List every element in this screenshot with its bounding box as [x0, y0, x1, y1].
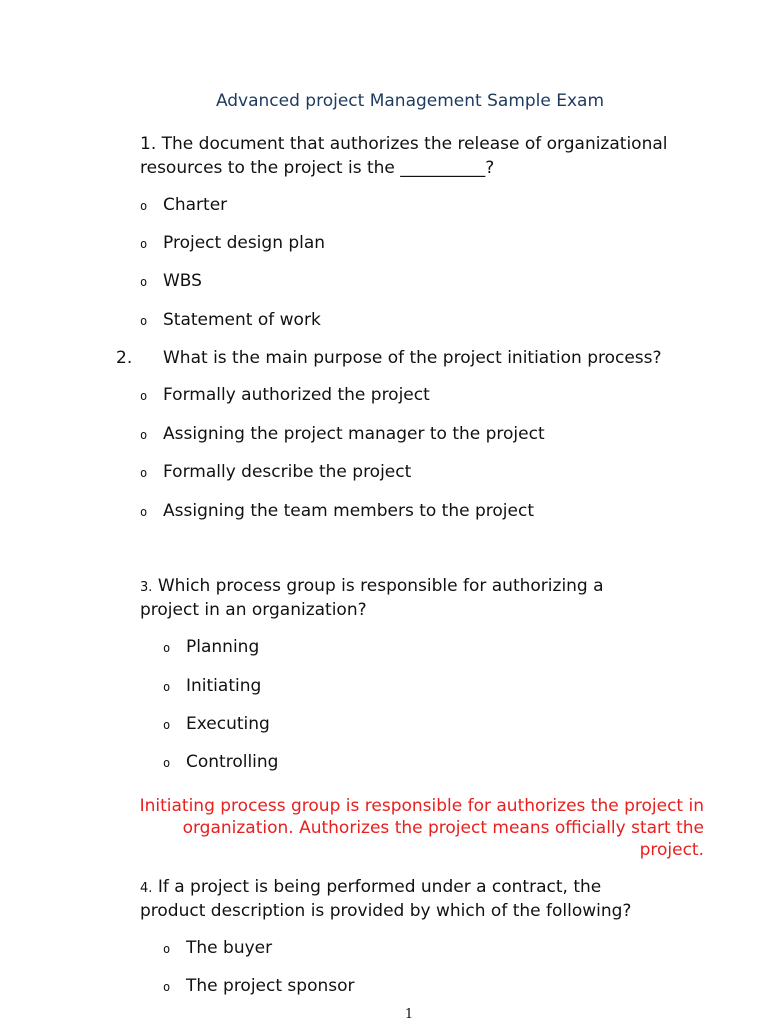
bullet-icon: o [163, 680, 171, 694]
bullet-icon: o [163, 641, 171, 655]
option-item: Formally authorized the project [163, 385, 430, 405]
option-item: Project design plan [163, 233, 326, 253]
option-item: Formally describe the project [163, 462, 412, 482]
question-text-line: If a project is being performed under a contract, the [157, 877, 602, 897]
option-item: Assigning the project manager to the project [163, 424, 545, 444]
bullet-icon: o [140, 314, 148, 328]
answer-explanation: Initiating process group is responsible for authorizes the project in organization. Authorizes the project means officially start the project. [139, 796, 704, 860]
bullet-icon: o [140, 466, 148, 480]
page-number: 1 [404, 1007, 414, 1022]
bullet-icon: o [140, 389, 148, 403]
bullet-icon: o [140, 237, 148, 251]
bullet-icon: o [163, 942, 171, 956]
bullet-icon: o [140, 428, 148, 442]
bullet-icon: o [140, 199, 148, 213]
bullet-icon: o [163, 980, 171, 994]
bullet-icon: o [140, 275, 148, 289]
option-item: WBS [163, 271, 202, 291]
question-text-line: The document that authorizes the release of organizational [161, 134, 668, 154]
option-item: Planning [186, 637, 260, 657]
question-text-line: project in an organization? [140, 600, 367, 620]
question-number: 3. [140, 580, 153, 595]
option-item: Controlling [186, 752, 279, 772]
question-text-line: What is the main purpose of the project initiation process? [163, 348, 662, 368]
option-item: Initiating [186, 676, 262, 696]
question-4 [140, 875, 601, 901]
question-text-line: product description is provided by which of the following? [140, 901, 632, 921]
question-number: 4. [140, 881, 153, 896]
question-text-line: Which process group is responsible for authorizing a [157, 576, 604, 596]
bullet-icon: o [163, 718, 171, 732]
option-item: The project sponsor [186, 976, 355, 996]
option-item: Assigning the team members to the project [163, 501, 534, 521]
bullet-icon: o [163, 756, 171, 770]
question-1 [140, 132, 667, 156]
option-item: Charter [163, 195, 228, 215]
bullet-icon: o [140, 505, 148, 519]
question-number: 2. [116, 348, 133, 368]
option-item: The buyer [186, 938, 273, 958]
question-text-line: resources to the project is the __________? [140, 158, 495, 178]
document-title: Advanced project Management Sample Exam [215, 91, 605, 111]
option-item: Statement of work [163, 310, 321, 330]
question-number: 1. [140, 134, 157, 154]
option-item: Executing [186, 714, 270, 734]
question-3 [140, 574, 604, 600]
